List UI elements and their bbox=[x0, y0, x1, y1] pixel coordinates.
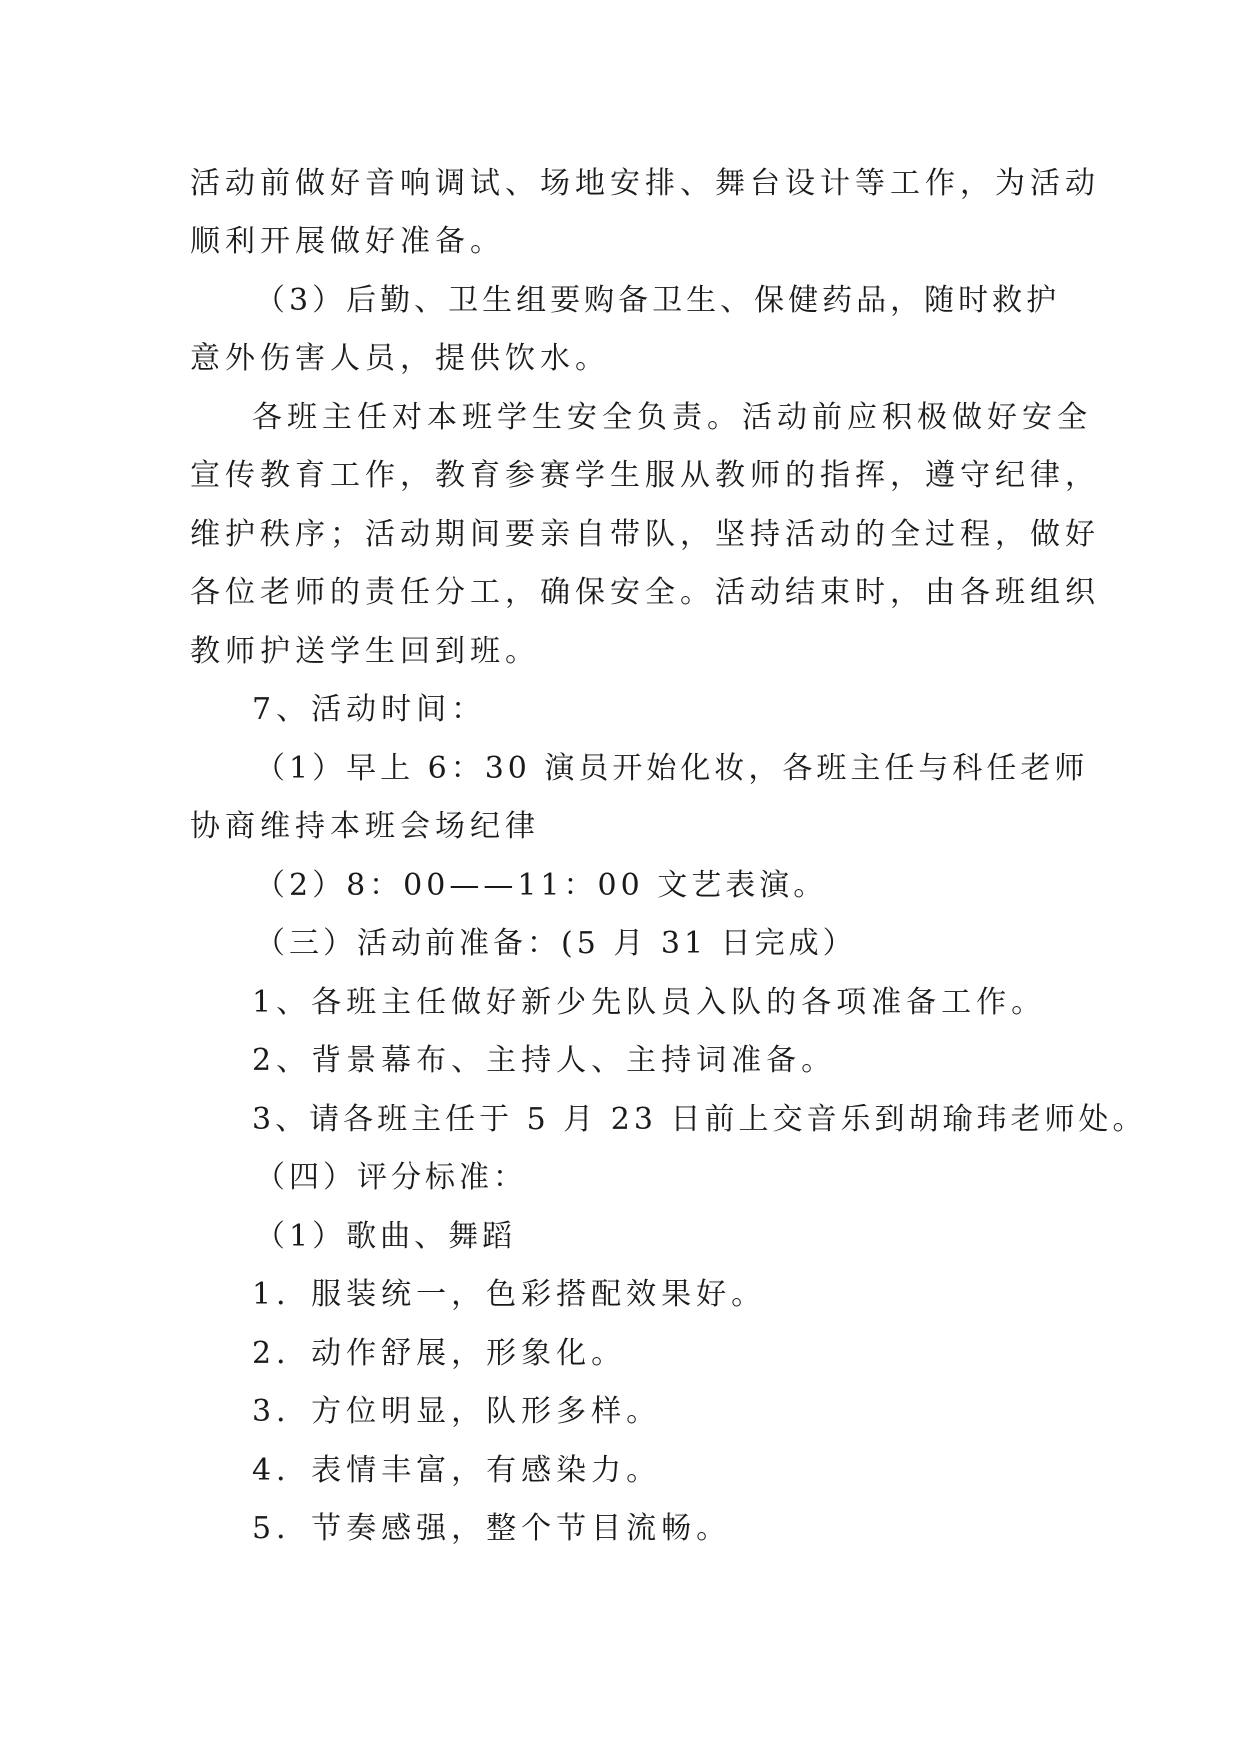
text-line: 协商维持本班会场纪律 bbox=[190, 809, 540, 844]
text-line: （1）歌曲、舞蹈 bbox=[255, 1219, 517, 1254]
text-line: 顺利开展做好准备。 bbox=[190, 224, 505, 259]
text-line: 2．动作舒展，形象化。 bbox=[252, 1336, 627, 1371]
text-line: 维护秩序；活动期间要亲自带队，坚持活动的全过程，做好 bbox=[190, 517, 1100, 552]
text-line: 4．表情丰富，有感染力。 bbox=[252, 1453, 662, 1488]
text-line: 3．方位明显，队形多样。 bbox=[252, 1394, 662, 1429]
text-line: 3、请各班主任于 5 月 23 日前上交音乐到胡瑜玮老师处。 bbox=[252, 1102, 1147, 1137]
text-line: （3）后勤、卫生组要购备卫生、保健药品，随时救护 bbox=[255, 283, 1061, 318]
text-line: 教师护送学生回到班。 bbox=[190, 634, 540, 669]
text-line: 各班主任对本班学生安全负责。活动前应积极做好安全 bbox=[252, 400, 1092, 435]
text-line: （2）8：00——11：00 文艺表演。 bbox=[255, 868, 828, 903]
text-line: 活动前做好音响调试、场地安排、舞台设计等工作，为活动 bbox=[190, 166, 1100, 201]
text-line: 各位老师的责任分工，确保安全。活动结束时，由各班组织 bbox=[190, 575, 1100, 610]
text-line: 2、背景幕布、主持人、主持词准备。 bbox=[252, 1043, 837, 1078]
text-line: 1、各班主任做好新少先队员入队的各项准备工作。 bbox=[252, 985, 1047, 1020]
text-line: 宣传教育工作，教育参赛学生服从教师的指挥，遵守纪律， bbox=[190, 458, 1100, 493]
text-line: （四）评分标准： bbox=[255, 1160, 527, 1195]
text-line: （三）活动前准备：(5 月 31 日完成） bbox=[255, 926, 857, 961]
text-line: 5．节奏感强，整个节目流畅。 bbox=[252, 1511, 732, 1546]
text-line: （1）早上 6：30 演员开始化妆，各班主任与科任老师 bbox=[255, 751, 1089, 786]
text-line: 7、活动时间： bbox=[252, 692, 487, 727]
text-line: 1．服装统一，色彩搭配效果好。 bbox=[252, 1277, 767, 1312]
text-line: 意外伤害人员，提供饮水。 bbox=[190, 341, 610, 376]
